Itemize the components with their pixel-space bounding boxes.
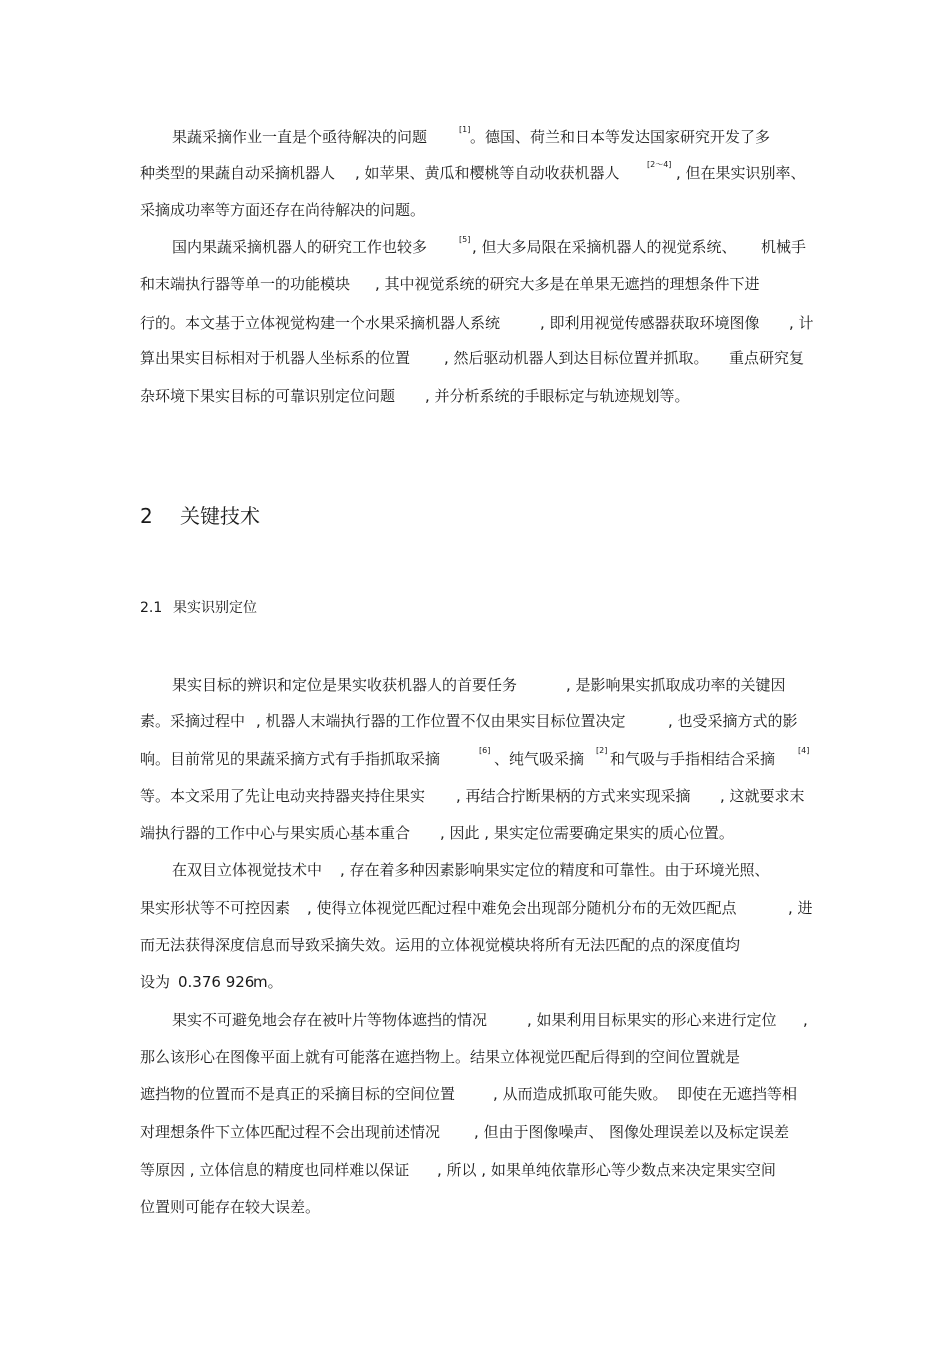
citation-6: [6] — [479, 746, 491, 755]
para3-line2-end: , 也受采摘方式的影 — [668, 712, 798, 730]
para5-line5-cont: , 所以 , 如果单纯依靠形心等少数点来决定果实空间 — [437, 1161, 776, 1179]
para5-line3-end: 即使在无遮挡等相 — [677, 1085, 798, 1103]
para5-line1-end: , — [803, 1011, 808, 1029]
para2-line2-cont: , 其中视觉系统的研究大多是在单果无遮挡的理想条件下进 — [375, 275, 760, 293]
para2-line5-cont: , 并分析系统的手眼标定与轨迹规划等。 — [425, 387, 690, 405]
para2-line1-end: 机械手 — [761, 238, 807, 256]
depth-unit: m。 — [253, 973, 283, 991]
para2-line4-end: 重点研究复 — [729, 349, 805, 367]
para4-line4: 设为 — [140, 973, 171, 991]
para3-line5-cont: , 因此 , 果实定位需要确定果实的质心位置。 — [440, 824, 734, 842]
para1-line2: 种类型的果蔬自动采摘机器人 — [140, 164, 336, 182]
para1-line1-cont: 。德国、荷兰和日本等发达国家研究开发了多 — [470, 128, 771, 146]
para4-line2: 果实形状等不可控因素 — [140, 899, 291, 917]
para4-line1: 在双目立体视觉技术中 — [172, 861, 323, 879]
para3-line3-end: 和气吸与手指相结合采摘 — [610, 750, 776, 768]
para5-line1-cont: , 如果利用目标果实的形心来进行定位 — [527, 1011, 777, 1029]
depth-value: 0.376 926 — [178, 973, 255, 991]
para5-line4: 对理想条件下立体匹配过程不会出现前述情况 — [140, 1123, 441, 1141]
para4-line2-cont: , 使得立体视觉匹配过程中难免会出现部分随机分布的无效匹配点 — [307, 899, 737, 917]
para2-line1-cont: , 但大多局限在采摘机器人的视觉系统、 — [472, 238, 737, 256]
para3-line2: 素。采摘过程中 — [140, 712, 246, 730]
para2-line5: 杂环境下果实目标的可靠识别定位问题 — [140, 387, 396, 405]
para1-line2-cont: , 如苹果、黄瓜和樱桃等自动收获机器人 — [355, 164, 620, 182]
para3-line5: 端执行器的工作中心与果实质心基本重合 — [140, 824, 411, 842]
section-number: 2 — [140, 504, 153, 528]
para5-line2: 那么该形心在图像平面上就有可能落在遮挡物上。结果立体视觉匹配后得到的空间位置就是 — [140, 1048, 741, 1066]
section-title: 关键技术 — [180, 504, 260, 528]
citation-2-4: [2～4] — [647, 160, 672, 169]
para3-line2-cont: , 机器人末端执行器的工作位置不仅由果实目标位置决定 — [256, 712, 626, 730]
para2-line4-cont: , 然后驱动机器人到达目标位置并抓取。 — [444, 349, 709, 367]
para1-line2-end: , 但在果实识别率、 — [676, 164, 806, 182]
citation-5: [5] — [459, 235, 471, 244]
para1-line3: 采摘成功率等方面还存在尚待解决的问题。 — [140, 201, 426, 219]
para2-line4: 算出果实目标相对于机器人坐标系的位置 — [140, 349, 411, 367]
para2-line3-end: , 计 — [789, 314, 814, 332]
citation-1: [1] — [459, 125, 471, 134]
para2-line3-cont: , 即利用视觉传感器获取环境图像 — [540, 314, 760, 332]
para5-line1: 果实不可避免地会存在被叶片等物体遮挡的情况 — [172, 1011, 488, 1029]
para2-line1: 国内果蔬采摘机器人的研究工作也较多 — [172, 238, 428, 256]
citation-4: [4] — [798, 746, 810, 755]
para5-line5: 等原因 , 立体信息的精度也同样难以保证 — [140, 1161, 410, 1179]
para5-line4-end: 图像处理误差以及标定误差 — [609, 1123, 790, 1141]
para4-line3: 而无法获得深度信息而导致采摘失效。运用的立体视觉模块将所有无法匹配的点的深度值均 — [140, 936, 741, 954]
para3-line3: 响。目前常见的果蔬采摘方式有手指抓取采摘 — [140, 750, 441, 768]
subsection-number: 2.1 — [140, 600, 163, 616]
para3-line1: 果实目标的辨识和定位是果实收获机器人的首要任务 — [172, 676, 518, 694]
para4-line1-cont: , 存在着多种因素影响果实定位的精度和可靠性。由于环境光照、 — [340, 861, 770, 879]
para5-line4-cont: , 但由于图像噪声、 — [474, 1123, 604, 1141]
para3-line3-cont: 、纯气吸采摘 — [494, 750, 585, 768]
para3-line4-cont: , 再结合拧断果柄的方式来实现采摘 — [456, 787, 691, 805]
para5-line3: 遮挡物的位置而不是真正的采摘目标的空间位置 — [140, 1085, 456, 1103]
para1-line1: 果蔬采摘作业一直是个亟待解决的问题 — [172, 128, 428, 146]
citation-2: [2] — [596, 746, 608, 755]
para3-line4-end: , 这就要求末 — [720, 787, 805, 805]
para2-line3: 行的。本文基于立体视觉构建一个水果采摘机器人系统 — [140, 314, 501, 332]
para2-line2: 和末端执行器等单一的功能模块 — [140, 275, 351, 293]
para3-line4: 等。本文采用了先让电动夹持器夹持住果实 — [140, 787, 426, 805]
para3-line1-cont: , 是影响果实抓取成功率的关键因 — [566, 676, 786, 694]
para4-line2-end: , 进 — [788, 899, 813, 917]
subsection-title: 果实识别定位 — [173, 600, 257, 616]
para5-line6: 位置则可能存在较大误差。 — [140, 1198, 321, 1216]
para5-line3-cont: , 从而造成抓取可能失败。 — [493, 1085, 668, 1103]
